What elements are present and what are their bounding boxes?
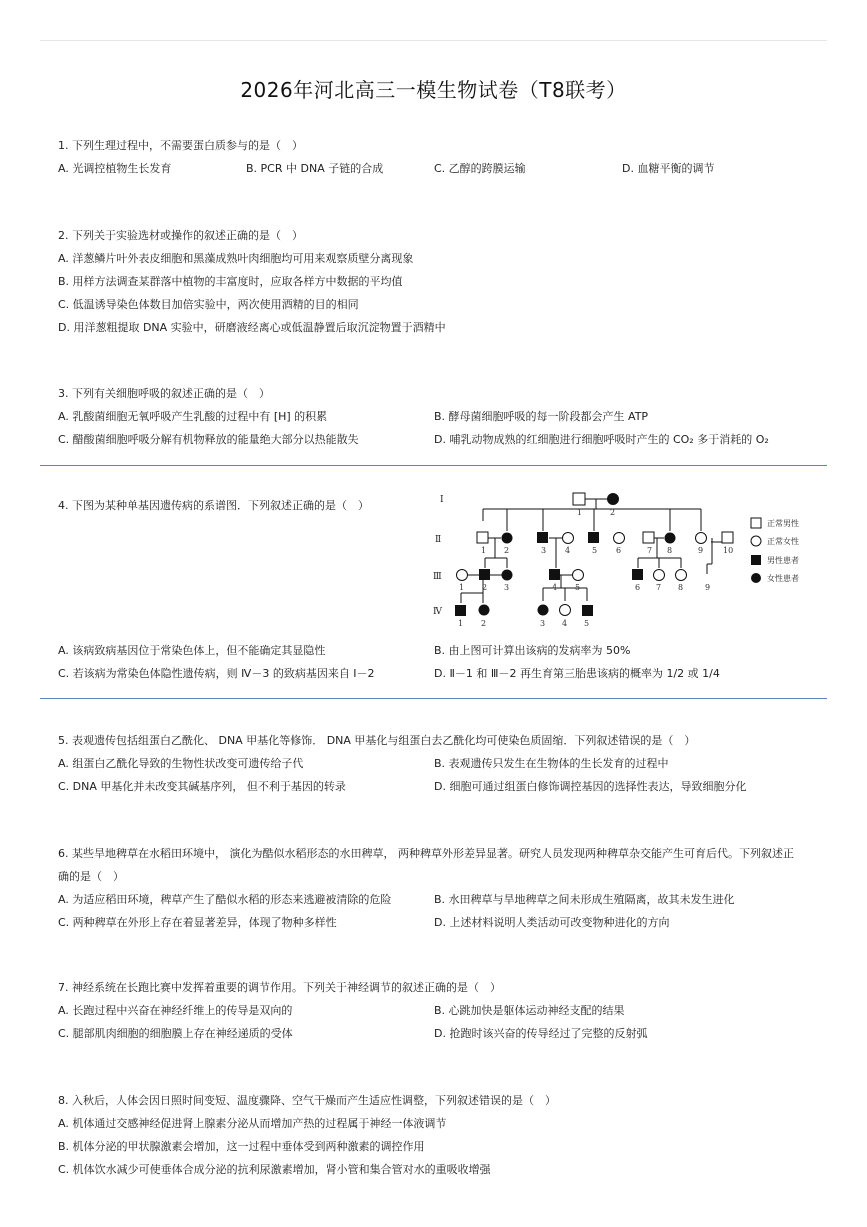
option-b[interactable]: B. 酵母菌细胞呼吸的每一阶段都会产生 ATP [434,410,649,423]
question-stem: 1. 下列生理过程中，不需要蛋白质参与的是（ ） [58,139,303,152]
individual-number: 9 [705,583,711,592]
option-c[interactable]: C. 两种稗草在外形上存在着显著差异，体现了物种多样性 [58,916,337,929]
individual-number: 10 [723,546,734,555]
question-7 [58,976,648,1045]
individual-number: 1 [577,508,583,517]
option-c[interactable]: C. DNA 甲基化并未改变其碱基序列， 但不利于基因的转录 [58,780,346,793]
question-3 [58,382,769,451]
options-row [58,428,769,451]
option-c[interactable]: C. 醋酸菌细胞呼吸分解有机物释放的能量绝大部分以热能散失 [58,433,359,446]
question-5 [58,729,747,798]
option-b[interactable]: B. 表观遗传只发生在生物体的生长发育的过程中 [434,757,669,770]
pedigree-legend [751,518,799,583]
option-d[interactable]: D. 抢跑时该兴奋的传导经过了完整的反射弧 [434,1027,648,1040]
individual-number: 2 [610,508,616,517]
individual-number: 1 [458,619,464,628]
options-row [58,888,803,911]
individual-number: 4 [565,546,571,555]
individual-number: 3 [541,546,547,555]
options-row [58,1022,648,1045]
question-stem: 8. 入秋后，人体会因日照时间变短、温度骤降、空气干燥而产生适应性调整，下列叙述错误的是（ ） [58,1094,556,1107]
individual-number: 9 [698,546,704,555]
question-8 [58,1089,556,1181]
option-c[interactable]: C. 低温诱导染色体数目加倍实验中，两次使用酒精的目的相同 [58,298,359,311]
option-d[interactable]: D. Ⅱ－1 和 Ⅲ－2 再生育第三胎患该病的概率为 1/2 或 1/4 [434,667,720,680]
question-2 [58,224,446,339]
individual-number: 5 [584,619,590,628]
individual-number: 1 [481,546,487,555]
individual-number: 3 [504,583,510,592]
question-stem: 2. 下列关于实验选材或操作的叙述正确的是（ ） [58,229,303,242]
options-row [58,405,649,428]
generation-label: Ⅲ [433,572,442,582]
option-d[interactable]: D. 血糖平衡的调节 [622,162,715,175]
legend-label: 男性患者 [767,556,799,565]
options-row [58,157,715,180]
generation-label: Ⅳ [433,607,442,617]
question-4 [58,494,369,517]
legend-label: 正常男性 [767,519,799,528]
individual-number: 8 [667,546,673,555]
option-b[interactable]: B. PCR 中 DNA 子链的合成 [246,162,384,175]
option-c[interactable]: C. 乙醇的跨膜运输 [434,162,526,175]
individual-number: 2 [482,583,488,592]
individual-number: 8 [678,583,684,592]
question-stem: 6. 某些旱地稗草在水稻田环境中， 演化为酷似水稻形态的水田稗草， 两种稗草外形差异显著。研究人员发现两种稗草杂交能产生可育后代。下列叙述正确的是（ ） [58,847,794,883]
generation-label: Ⅱ [435,535,442,545]
individual-number: 2 [481,619,487,628]
top-divider [40,40,827,41]
option-a[interactable]: A. 光调控植物生长发育 [58,162,172,175]
question-stem: 4. 下图为某种单基因遗传病的系谱图．下列叙述正确的是（ ） [58,499,369,512]
option-b[interactable]: B. 心跳加快是躯体运动神经支配的结果 [434,1004,625,1017]
option-c[interactable]: C. 腿部肌肉细胞的细胞膜上存在神经递质的受体 [58,1027,293,1040]
option-d[interactable]: D. 上述材料说明人类活动可改变物种进化的方向 [434,916,670,929]
individual-number: 5 [592,546,598,555]
option-a[interactable]: A. 长跑过程中兴奋在神经纤维上的传导是双向的 [58,1004,293,1017]
option-c[interactable]: C. 若该病为常染色体隐性遗传病，则 Ⅳ－3 的致病基因来自 Ⅰ－2 [58,667,375,680]
option-b[interactable]: B. 用样方法调查某群落中植物的丰富度时，应取各样方中数据的平均值 [58,275,403,288]
individual-number: 5 [575,583,581,592]
question-stem: 7. 神经系统在长跑比赛中发挥着重要的调节作用。下列关于神经调节的叙述正确的是（ ） [58,981,501,994]
options-row [58,752,695,775]
legend-label: 正常女性 [767,537,799,546]
option-c[interactable]: C. 机体饮水减少可使垂体合成分泌的抗利尿激素增加，肾小管和集合管对水的重吸收增强 [58,1163,491,1176]
question-divider [40,465,827,466]
generation-label: Ⅰ [440,495,444,505]
option-a[interactable]: A. 为适应稻田环境，稗草产生了酷似水稻的形态来逃避被清除的危险 [58,893,392,906]
options-row [58,999,625,1022]
options-row [58,911,803,934]
individual-number: 6 [635,583,641,592]
question-1 [58,134,715,180]
option-d[interactable]: D. 细胞可通过组蛋白修饰调控基因的选择性表达，导致细胞分化 [434,780,747,793]
individual-number: 7 [656,583,662,592]
option-b[interactable]: B. 机体分泌的甲状腺激素会增加，这一过程中垂体受到两种激素的调控作用 [58,1140,425,1153]
individual-number: 4 [562,619,568,628]
question-stem: 5. 表观遗传包括组蛋白乙酰化、 DNA 甲基化等修饰． DNA 甲基化与组蛋白去乙酰化均可使染色质固缩．下列叙述错误的是（ ） [58,734,696,747]
page-title: 2026年河北高三一模生物试卷（T8联考） [240,78,627,102]
question-divider [40,698,827,699]
option-d[interactable]: D. 哺乳动物成熟的红细胞进行细胞呼吸时产生的 CO₂ 多于消耗的 O₂ [434,433,769,446]
option-b[interactable]: B. 由上图可计算出该病的发病率为 50% [434,644,631,657]
option-a[interactable]: A. 乳酸菌细胞无氧呼吸产生乳酸的过程中有 [H] 的积累 [58,410,328,423]
individual-number: 3 [540,619,546,628]
option-a[interactable]: A. 组蛋白乙酰化导致的生物性状改变可遗传给子代 [58,757,304,770]
option-d[interactable]: D. 用洋葱粗提取 DNA 实验中，研磨液经离心或低温静置后取沉淀物置于酒精中 [58,321,446,334]
question-stem: 3. 下列有关细胞呼吸的叙述正确的是（ ） [58,387,270,400]
options-row [58,775,747,798]
pedigree-chart [425,488,815,633]
individual-number: 7 [647,546,653,555]
legend-label: 女性患者 [767,574,799,583]
individual-number: 1 [459,583,465,592]
option-b[interactable]: B. 水田稗草与旱地稗草之间未形成生殖隔离，故其未发生进化 [434,893,735,906]
individual-number: 6 [616,546,622,555]
option-a[interactable]: A. 该病致病基因位于常染色体上，但不能确定其显隐性 [58,644,326,657]
individual-number: 4 [552,583,558,592]
question-6 [58,842,803,934]
individual-number: 2 [504,546,510,555]
option-a[interactable]: A. 机体通过交感神经促进肾上腺素分泌从而增加产热的过程属于神经一体液调节 [58,1117,447,1130]
option-a[interactable]: A. 洋葱鳞片叶外表皮细胞和黑藻成熟叶肉细胞均可用来观察质壁分离现象 [58,252,414,265]
